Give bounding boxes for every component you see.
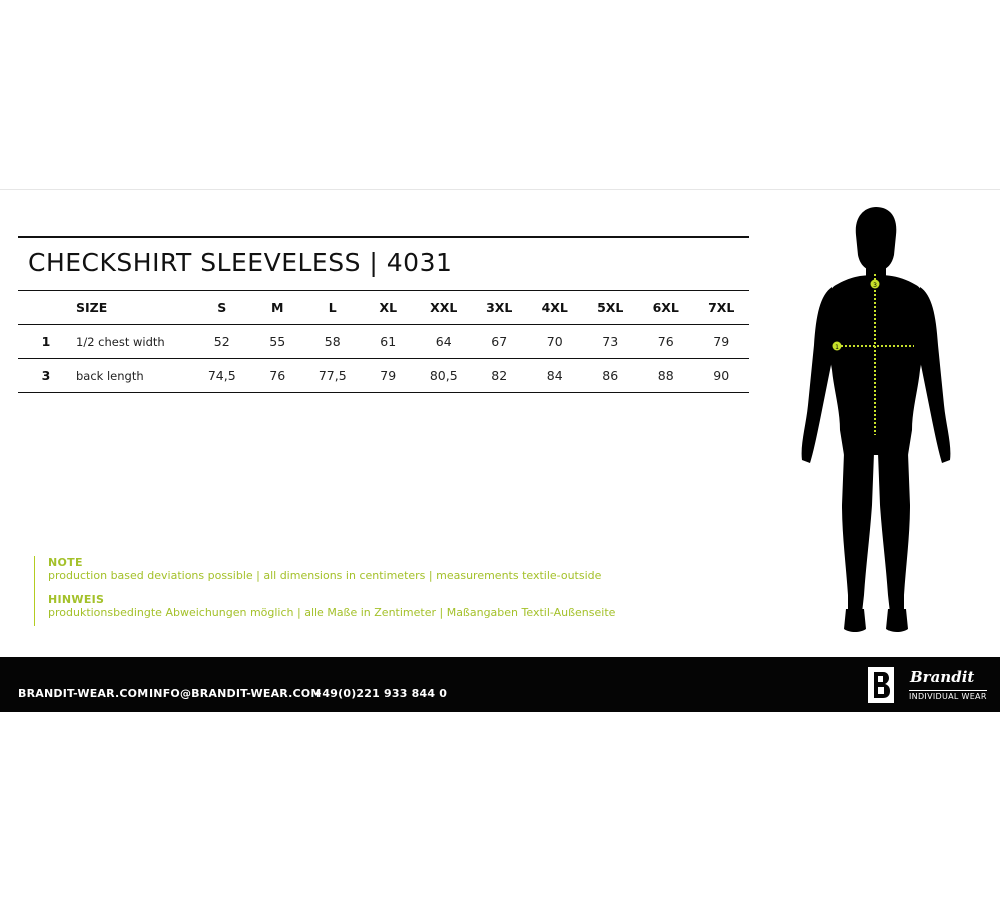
table-cell: 74,5 [194,359,250,393]
chest-marker-label: 1 [835,344,839,351]
table-cell: 86 [583,359,639,393]
table-cell: 80,5 [416,359,472,393]
size-column-header: S [194,291,250,325]
table-cell: 88 [638,359,694,393]
table-cell: 61 [361,325,417,359]
table-row [18,325,749,359]
note-accent-bar [34,556,35,626]
website-link[interactable]: BRANDIT-WEAR.COM [18,687,149,700]
table-cell: 67 [472,325,528,359]
size-chart-sheet [0,189,1000,712]
table-cell: 64 [416,325,472,359]
email-link[interactable]: INFO@BRANDIT-WEAR.COM [149,687,322,700]
table-cell: 90 [694,359,750,393]
table-header-row [18,291,749,325]
back-length-marker-label: 3 [873,282,877,289]
brand-tagline: INDIVIDUAL WEAR [909,692,987,701]
measurement-number: 1 [18,325,74,359]
table-row [18,359,749,393]
measurement-label: 1/2 chest width [74,325,194,359]
product-title: CHECKSHIRT SLEEVELESS | 4031 [28,248,453,277]
brandit-b-logo-icon [868,667,894,703]
table-cell: 70 [527,325,583,359]
measurement-label: back length [74,359,194,393]
note-english [34,556,674,583]
size-column-header: XXL [416,291,472,325]
table-cell: 76 [250,359,306,393]
size-column-header: 6XL [638,291,694,325]
table-cell: 84 [527,359,583,393]
hinweis-heading: HINWEIS [48,593,105,606]
note-german [34,593,674,620]
size-column-header: 3XL [472,291,528,325]
hinweis-text: produktionsbedingte Abweichungen möglich | alle Maße in Zentimeter | Maßangaben Textil-Außenseite [48,606,616,619]
table-cell: 73 [583,325,639,359]
phone-number: +49(0)221 933 844 0 [313,687,448,700]
table-cell: 76 [638,325,694,359]
size-column-header: XL [361,291,417,325]
table-cell: 79 [361,359,417,393]
table-cell: 82 [472,359,528,393]
notes-section [34,556,674,620]
table-cell: 77,5 [305,359,361,393]
size-column-header: 4XL [527,291,583,325]
table-cell: 52 [194,325,250,359]
footer-bar [0,657,1000,712]
top-rule [18,236,749,238]
table-cell: 79 [694,325,750,359]
brand-name: Brandit [910,668,975,686]
size-column-header: M [250,291,306,325]
row-number-header [18,291,74,325]
measurement-number: 3 [18,359,74,393]
note-text: production based deviations possible | all dimensions in centimeters | measurements textile-outside [48,569,602,582]
table-cell: 58 [305,325,361,359]
body-measurement-figure [790,205,960,635]
size-column-header: L [305,291,361,325]
size-table [18,290,749,393]
note-heading: NOTE [48,556,83,569]
table-cell: 55 [250,325,306,359]
size-column-header: 5XL [583,291,639,325]
size-column-header: 7XL [694,291,750,325]
size-header: SIZE [74,291,194,325]
